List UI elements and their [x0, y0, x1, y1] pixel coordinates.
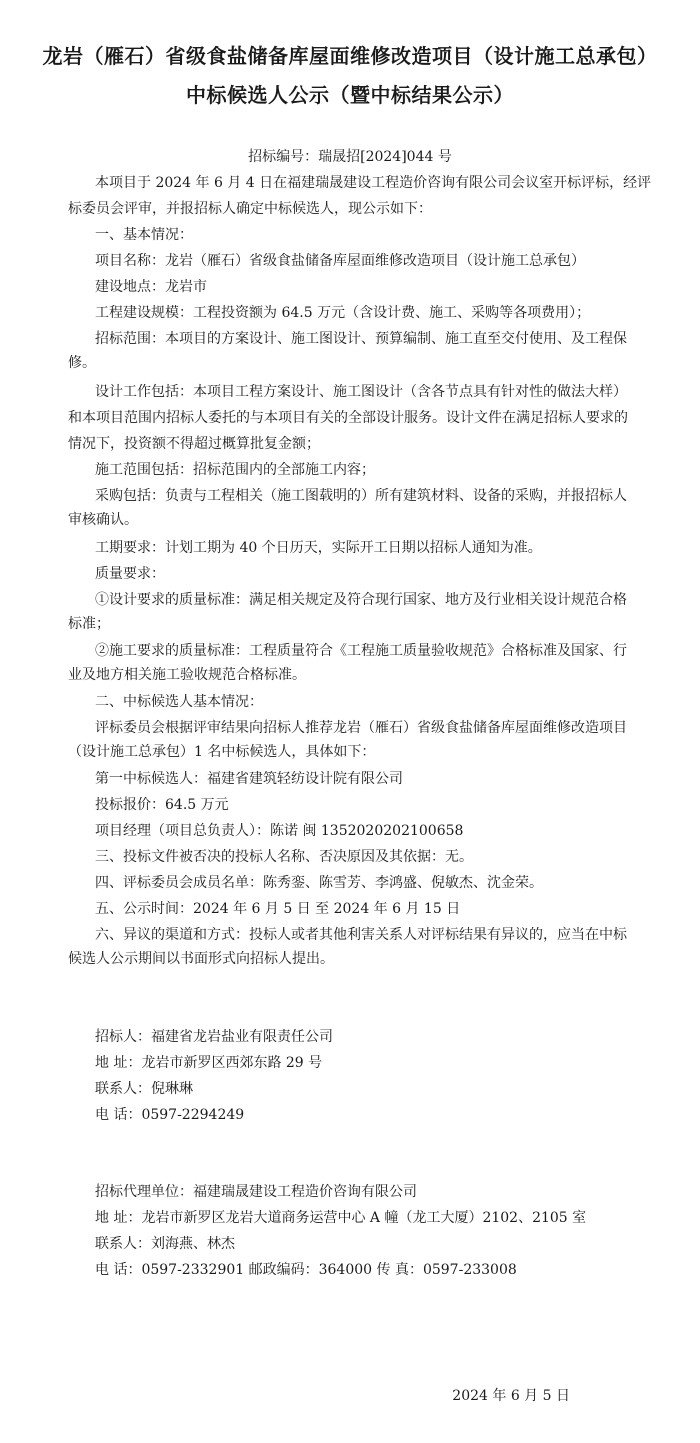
- announcement-date: 2024 年 6 月 5 日: [452, 1388, 570, 1404]
- agent-phone: 电 话：0597-2332901 邮政编码：364000 传 真：0597-233008: [95, 1262, 517, 1278]
- document-title-line1: 龙岩（雁石）省级食盐储备库屋面维修改造项目（设计施工总承包）: [42, 44, 658, 68]
- design-scope-line-3: 情况下，投资额不得超过概算批复金额；: [68, 436, 320, 452]
- section-2-text-line-2: （设计施工总承包）1 名中标候选人，具体如下：: [68, 744, 376, 760]
- section-1-title: 一、基本情况：: [95, 227, 193, 243]
- tenderer-phone: 电 话：0597-2294249: [95, 1107, 245, 1123]
- bid-price: 投标报价：64.5 万元: [95, 797, 229, 813]
- tenderer-contact: 联系人：倪琳琳: [95, 1081, 193, 1097]
- document-title-line2: 中标候选人公示（暨中标结果公示）: [186, 83, 514, 107]
- quality-construction-line-1: ②施工要求的质量标准：工程质量符合《工程施工质量验收规范》合格标准及国家、行: [95, 643, 627, 659]
- section-6-line-1: 六、异议的渠道和方式：投标人或者其他利害关系人对评标结果有异议的，应当在中标: [95, 927, 627, 943]
- purchase-scope-line-1: 采购包括：负责与工程相关（施工图载明的）所有建筑材料、设备的采购，并报招标人: [95, 488, 627, 504]
- section-4: 四、评标委员会成员名单：陈秀銮、陈雪芳、李鸿盛、倪敏杰、沈金荣。: [95, 875, 543, 891]
- construction-location: 建设地点：龙岩市: [95, 279, 207, 295]
- design-scope-line-1: 设计工作包括：本项目工程方案设计、施工图设计（含各节点具有针对性的做法大样）: [95, 384, 627, 400]
- section-2-title: 二、中标候选人基本情况：: [95, 694, 263, 710]
- quality-title: 质量要求：: [95, 566, 165, 582]
- section-2-text-line-1: 评标委员会根据评审结果向招标人推荐龙岩（雁石）省级食盐储备库屋面维修改造项目: [95, 720, 627, 736]
- design-scope-line-2: 和本项目范围内招标人委托的与本项目有关的全部设计服务。设计文件在满足招标人要求的: [68, 410, 628, 426]
- agent-contact: 联系人：刘海燕、林杰: [95, 1236, 235, 1252]
- period-requirement: 工期要求：计划工期为 40 个日历天，实际开工日期以招标人通知为准。: [95, 540, 542, 556]
- project-manager: 项目经理（项目总负责人）：陈诺 闽 1352020202100658: [95, 823, 464, 839]
- construction-scale: 工程建设规模：工程投资额为 64.5 万元（含设计费、施工、采购等各项费用）；: [95, 305, 591, 321]
- section-3: 三、投标文件被否决的投标人名称、否决原因及其依据：无。: [95, 849, 473, 865]
- intro-line-1: 本项目于 2024 年 6 月 4 日在福建瑞晟建设工程造价咨询有限公司会议室开标评标，经评: [95, 175, 652, 191]
- quality-construction-line-2: 业及地方相关施工验收规范合格标准。: [68, 667, 306, 683]
- project-name: 项目名称：龙岩（雁石）省级食盐储备库屋面维修改造项目（设计施工总承包）: [95, 253, 585, 269]
- agent-name: 招标代理单位：福建瑞晟建设工程造价咨询有限公司: [95, 1184, 417, 1200]
- tender-scope-line-2: 修。: [68, 355, 96, 371]
- construction-scope: 施工范围包括：招标范围内的全部施工内容；: [95, 462, 375, 478]
- agent-address: 地 址：龙岩市新罗区龙岩大道商务运营中心 A 幢（龙工大厦）2102、2105 室: [95, 1210, 587, 1226]
- tender-scope-line-1: 招标范围：本项目的方案设计、施工图设计、预算编制、施工直至交付使用、及工程保: [95, 331, 627, 347]
- tender-number: 招标编号：瑞晟招[2024]044 号: [248, 149, 452, 165]
- first-candidate: 第一中标候选人：福建省建筑轻纺设计院有限公司: [95, 771, 403, 787]
- intro-line-2: 标委员会评审，并报招标人确定中标候选人，现公示如下：: [68, 201, 432, 217]
- section-6-line-2: 候选人公示期间以书面形式向招标人提出。: [68, 951, 334, 967]
- tenderer-name: 招标人：福建省龙岩盐业有限责任公司: [95, 1029, 333, 1045]
- quality-design-line-2: 标准；: [68, 616, 110, 632]
- quality-design-line-1: ①设计要求的质量标准：满足相关规定及符合现行国家、地方及行业相关设计规范合格: [95, 592, 627, 608]
- section-5: 五、公示时间：2024 年 6 月 5 日 至 2024 年 6 月 15 日: [95, 901, 461, 917]
- purchase-scope-line-2: 审核确认。: [68, 512, 138, 528]
- tenderer-address: 地 址：龙岩市新罗区西郊东路 29 号: [95, 1055, 323, 1071]
